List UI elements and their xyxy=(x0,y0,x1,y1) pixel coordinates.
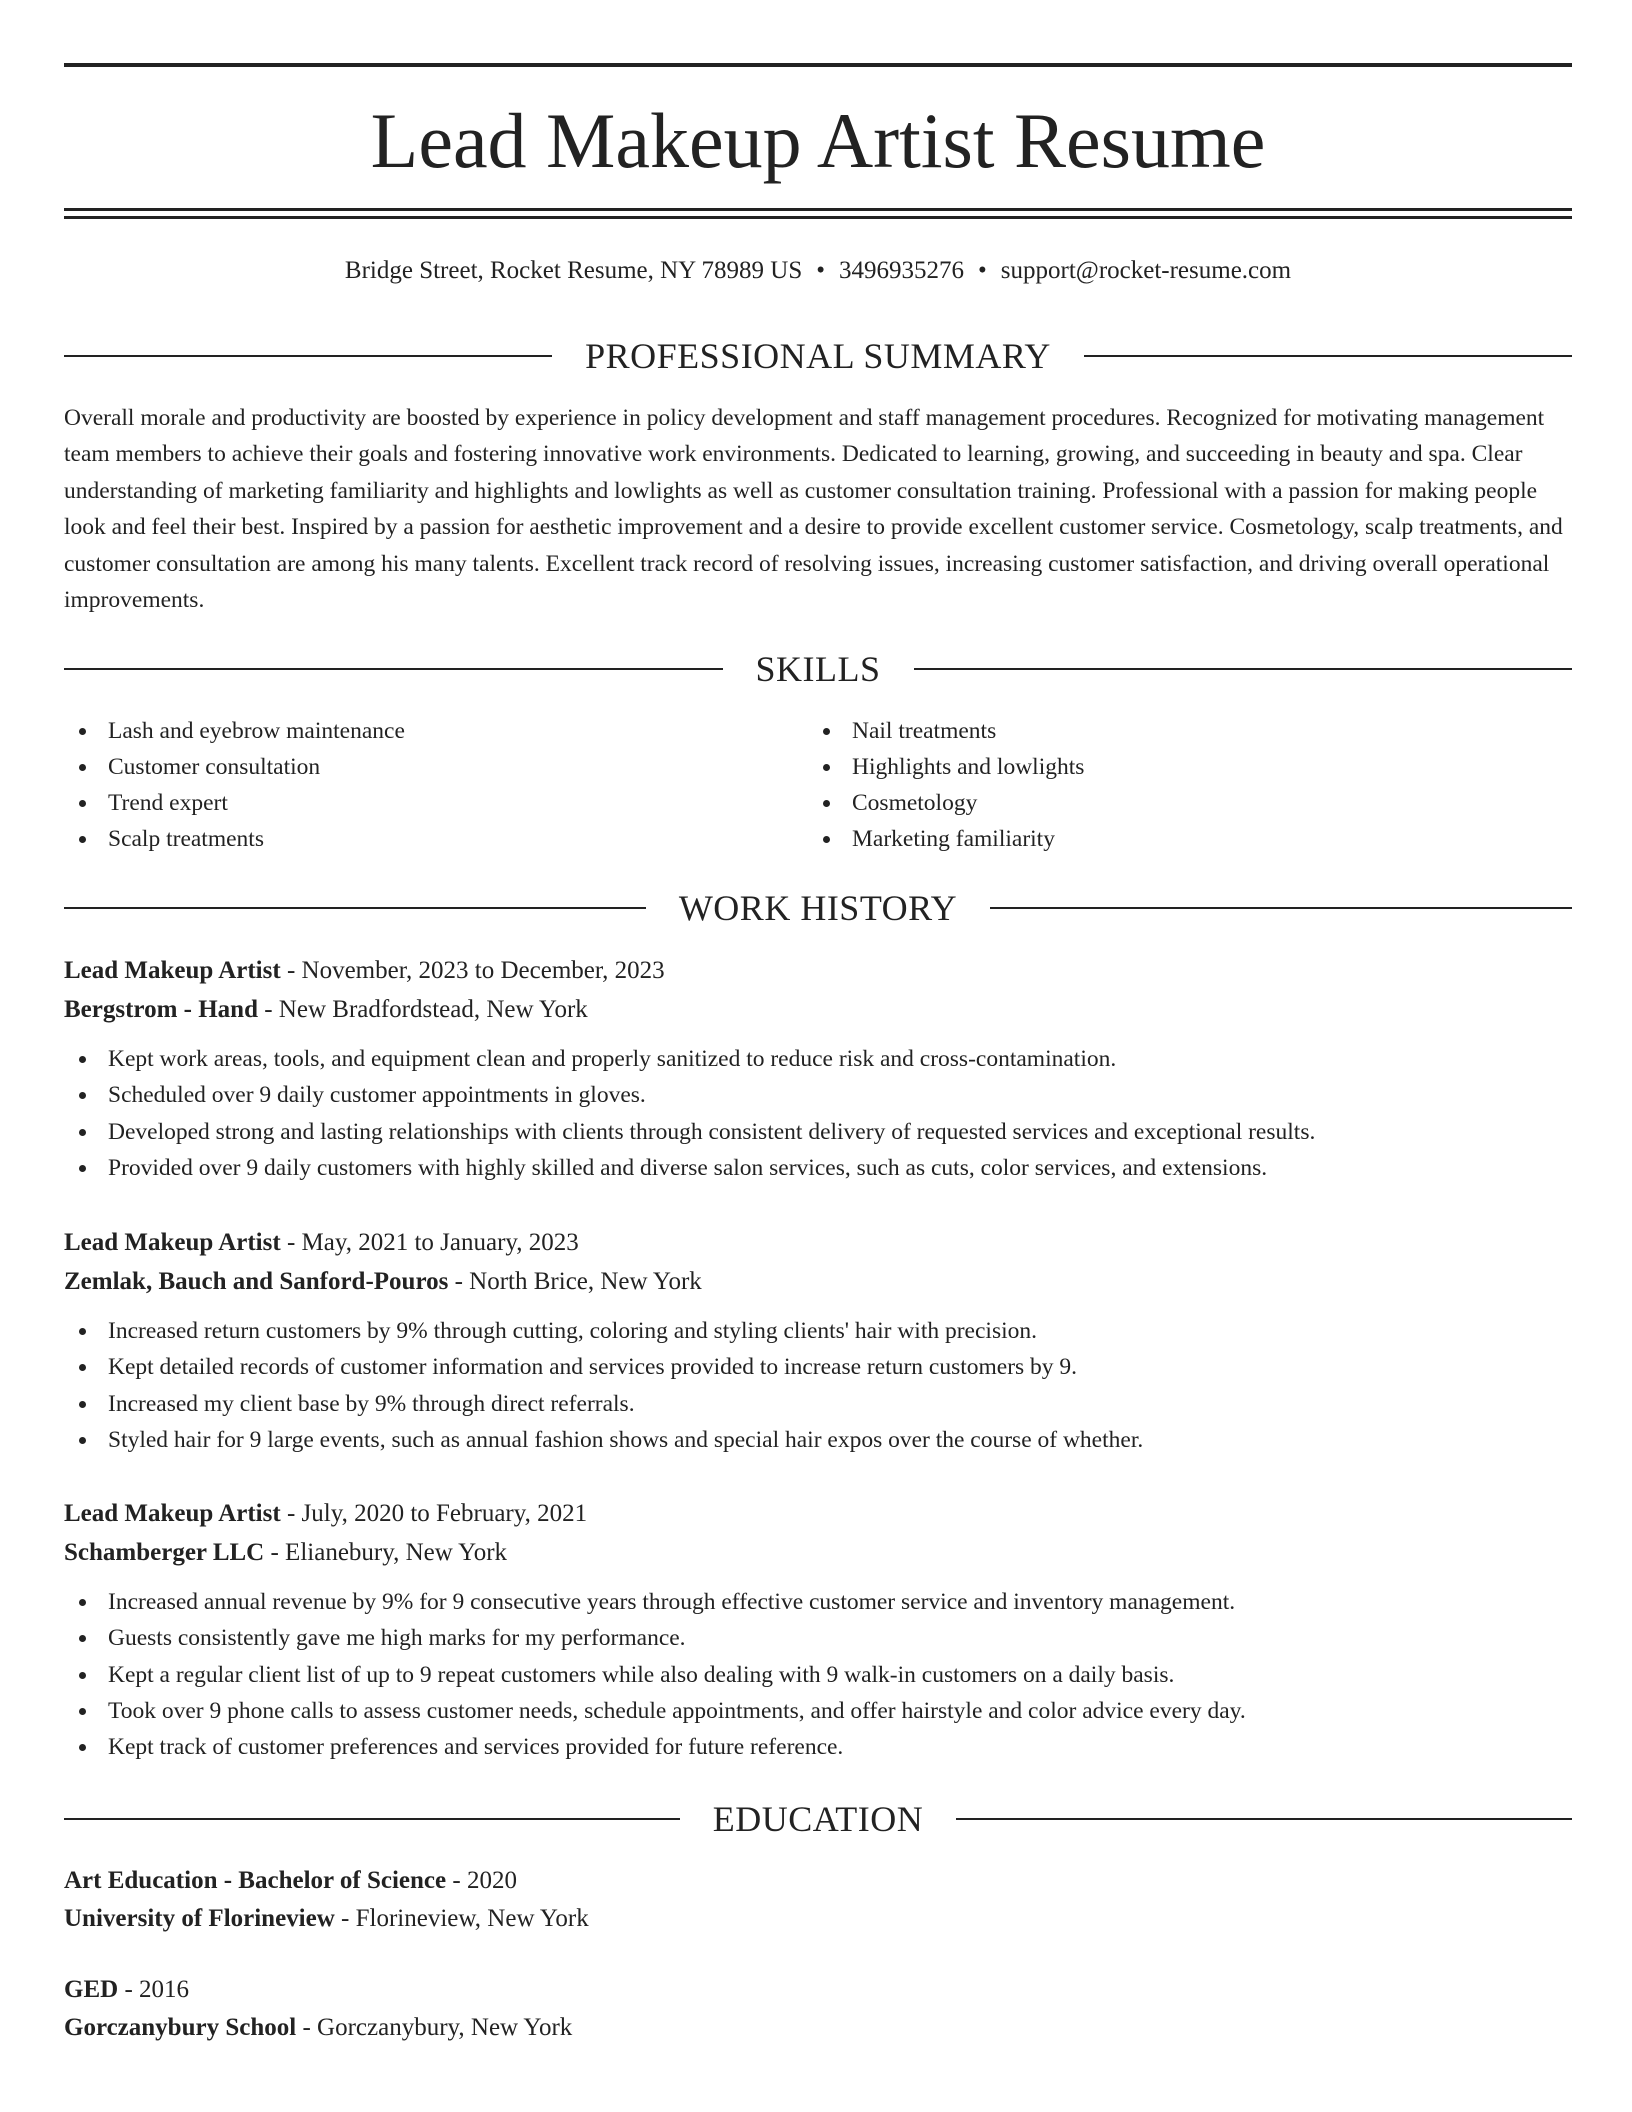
skill-item: Trend expert xyxy=(64,785,808,821)
education-entry xyxy=(64,1971,1572,2047)
education-location: - Gorczanybury, New York xyxy=(296,2014,573,2041)
section-title: EDUCATION xyxy=(712,1799,924,1839)
skill-item: Customer consultation xyxy=(64,749,808,785)
job-bullet: Kept detailed records of customer information and services provided to increase return customers by 9. xyxy=(64,1349,1572,1385)
contact-separator: • xyxy=(978,257,987,284)
education-degree: Art Education - Bachelor of Science xyxy=(64,1867,447,1894)
job-location: - Elianebury, New York xyxy=(264,1539,508,1566)
title-rule-upper xyxy=(64,208,1572,211)
job-company: Zemlak, Bauch and Sanford-Pouros xyxy=(64,1268,449,1295)
job-bullets xyxy=(64,1313,1572,1458)
job-bullet: Guests consistently gave me high marks for my performance. xyxy=(64,1620,1572,1656)
job-company: Schamberger LLC xyxy=(64,1539,265,1566)
job-bullet: Developed strong and lasting relationships with clients through consistent delivery of requested services and exceptional results. xyxy=(64,1114,1572,1150)
job-bullet: Increased my client base by 9% through direct referrals. xyxy=(64,1386,1572,1422)
contact-phone: 3496935276 xyxy=(839,257,965,284)
heading-rule xyxy=(64,668,723,670)
education-year: - 2016 xyxy=(118,1976,190,2003)
skill-item: Lash and eyebrow maintenance xyxy=(64,713,808,749)
job-bullets xyxy=(64,1041,1572,1186)
heading-rule xyxy=(1084,355,1572,357)
job-company-line xyxy=(64,990,1572,1029)
skills-list xyxy=(64,713,1572,857)
heading-rule xyxy=(914,668,1573,670)
job-bullet: Kept a regular client list of up to 9 repeat customers while also dealing with 9 walk-in customers on a daily basis. xyxy=(64,1657,1572,1693)
job-dates: - May, 2021 to January, 2023 xyxy=(280,1229,579,1256)
education-school-line xyxy=(64,1900,1572,1938)
job-bullet: Kept work areas, tools, and equipment clean and properly sanitized to reduce risk and cross-contamination. xyxy=(64,1041,1572,1077)
skill-item: Marketing familiarity xyxy=(808,821,1552,857)
job-location: - New Bradfordstead, New York xyxy=(257,996,588,1023)
contact-line xyxy=(64,254,1572,288)
section-title: SKILLS xyxy=(755,649,881,689)
heading-rule xyxy=(64,1818,680,1820)
education-school: University of Florineview xyxy=(64,1905,335,1932)
job-title-line xyxy=(64,1223,1572,1262)
job-bullets xyxy=(64,1584,1572,1765)
job-bullet: Styled hair for 9 large events, such as annual fashion shows and special hair expos over the course of whether. xyxy=(64,1422,1572,1458)
resume-title: Lead Makeup Artist Resume xyxy=(370,97,1266,184)
job-bullet: Scheduled over 9 daily customer appointments in gloves. xyxy=(64,1077,1572,1113)
section-heading-work xyxy=(64,886,1572,930)
job-bullet: Took over 9 phone calls to assess customer needs, schedule appointments, and offer hairstyle and color advice every day. xyxy=(64,1693,1572,1729)
skill-item: Cosmetology xyxy=(808,785,1552,821)
job-entry xyxy=(64,1223,1572,1458)
job-title: Lead Makeup Artist xyxy=(64,957,281,984)
section-heading-skills xyxy=(64,647,1572,691)
education-school: Gorczanybury School xyxy=(64,2014,297,2041)
skill-item: Highlights and lowlights xyxy=(808,749,1552,785)
job-title-line xyxy=(64,951,1572,990)
job-bullet: Provided over 9 daily customers with highly skilled and diverse salon services, such as cuts, color services, and extensions. xyxy=(64,1150,1572,1186)
job-entry xyxy=(64,1494,1572,1765)
job-dates: - July, 2020 to February, 2021 xyxy=(280,1500,588,1527)
contact-email: support@rocket-resume.com xyxy=(1000,257,1292,284)
education-entry xyxy=(64,1862,1572,1938)
job-company-line xyxy=(64,1262,1572,1301)
job-bullet: Kept track of customer preferences and services provided for future reference. xyxy=(64,1729,1572,1765)
job-title: Lead Makeup Artist xyxy=(64,1229,281,1256)
education-degree-line xyxy=(64,1862,1572,1900)
job-entry xyxy=(64,951,1572,1186)
heading-rule xyxy=(64,907,646,909)
title-rule-lower xyxy=(64,216,1572,219)
heading-rule xyxy=(990,907,1572,909)
education-degree-line xyxy=(64,1971,1572,2009)
skill-item: Scalp treatments xyxy=(64,821,808,857)
section-heading-education xyxy=(64,1797,1572,1841)
section-title: WORK HISTORY xyxy=(678,888,958,928)
job-bullet: Increased annual revenue by 9% for 9 consecutive years through effective customer service and inventory management. xyxy=(64,1584,1572,1620)
job-company: Bergstrom - Hand xyxy=(64,996,258,1023)
education-location: - Florineview, New York xyxy=(334,1905,589,1932)
education-school-line xyxy=(64,2009,1572,2047)
education-year: - 2020 xyxy=(446,1867,517,1894)
job-location: - North Brice, New York xyxy=(448,1268,702,1295)
job-title-line xyxy=(64,1494,1572,1533)
job-bullet: Increased return customers by 9% through cutting, coloring and styling clients' hair with precision. xyxy=(64,1313,1572,1349)
job-dates: - November, 2023 to December, 2023 xyxy=(280,957,665,984)
section-heading-summary xyxy=(64,334,1572,378)
heading-rule xyxy=(64,355,552,357)
section-title: PROFESSIONAL SUMMARY xyxy=(585,336,1051,376)
skills-column-right xyxy=(808,713,1552,857)
education-degree: GED xyxy=(64,1976,119,2003)
skill-item: Nail treatments xyxy=(808,713,1552,749)
job-company-line xyxy=(64,1533,1572,1572)
heading-rule xyxy=(956,1818,1572,1820)
contact-separator: • xyxy=(816,257,826,284)
contact-address: Bridge Street, Rocket Resume, NY 78989 US xyxy=(344,257,803,284)
skills-column-left xyxy=(64,713,808,857)
job-title: Lead Makeup Artist xyxy=(64,1500,281,1527)
top-rule xyxy=(64,63,1572,67)
summary-text: Overall morale and productivity are boosted by experience in policy development and staff management procedures. Recognized for motivating management team members to achieve their goals and fostering innovative work environments. Dedicated to learning, growing, and succeeding in beauty and spa. Clear understanding of marketing familiarity and highlights and lowlights as well as customer consultation training. Professional with a passion for making people look and feel their best. Inspired by a passion for aesthetic improvement and a desire to provide excellent customer service. Cosmetology, scalp treatments, and customer consultation are among his many talents. Excellent track record of resolving issues, increasing customer satisfaction, and driving overall operational improvements. xyxy=(64,405,1563,614)
